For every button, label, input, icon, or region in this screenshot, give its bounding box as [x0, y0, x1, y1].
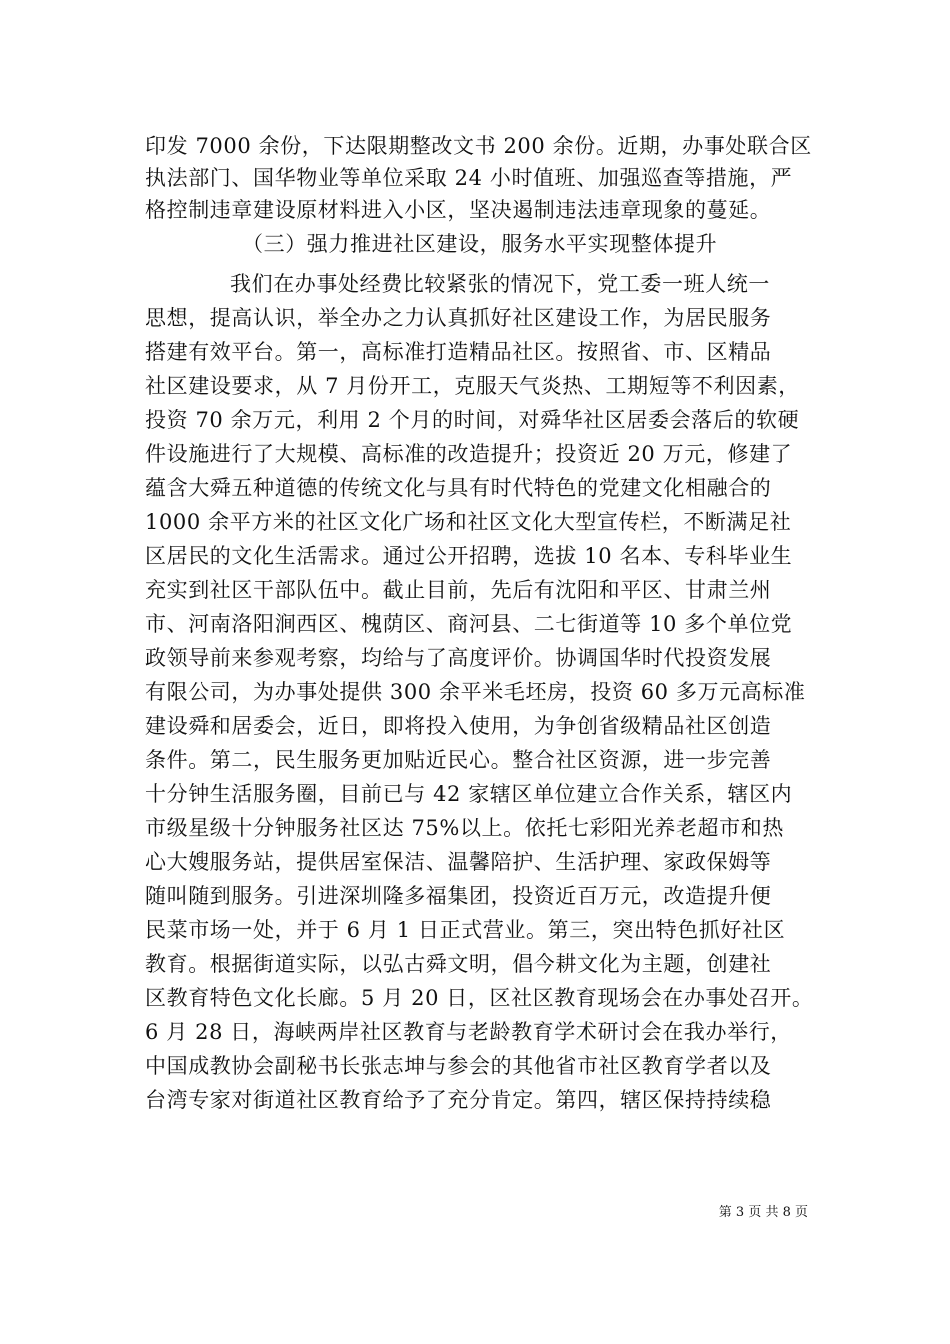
body-text-line: 政领导前来参观考察，均给与了高度评价。协调国华时代投资发展 [145, 646, 772, 670]
body-text-line: 随叫随到服务。引进深圳隆多福集团，投资近百万元，改造提升便 [145, 884, 772, 908]
body-text-line: 我们在办事处经费比较紧张的情况下，党工委一班人统一 [230, 272, 770, 296]
body-text-line: 件设施进行了大规模、高标准的改造提升；投资近 20 万元，修建了 [145, 442, 793, 466]
body-text-line: 教育。根据街道实际，以弘古舜文明，倡今耕文化为主题，创建社 [145, 952, 772, 976]
body-text-line: 社区建设要求，从 7 月份开工，克服天气炎热、工期短等不利因素， [145, 374, 800, 398]
body-text-line: 1000 余平方米的社区文化广场和社区文化大型宣传栏，不断满足社 [145, 510, 792, 534]
body-text-line: 充实到社区干部队伍中。截止目前，先后有沈阳和平区、甘肃兰州 [145, 578, 772, 602]
body-text-line: 条件。第二，民生服务更加贴近民心。整合社区资源，进一步完善 [145, 748, 772, 772]
body-text-line: 思想，提高认识，举全办之力认真抓好社区建设工作，为居民服务 [145, 306, 772, 330]
body-text-line: 民菜市场一处，并于 6 月 1 日正式营业。第三，突出特色抓好社区 [145, 918, 786, 942]
body-text-line: 蕴含大舜五种道德的传统文化与具有时代特色的党建文化相融合的 [145, 476, 772, 500]
body-text-line: 中国成教协会副秘书长张志坤与参会的其他省市社区教育学者以及 [145, 1054, 772, 1078]
page-number-footer: 第 3 页 共 8 页 [718, 1205, 808, 1220]
section-heading: （三）强力推进社区建设，服务水平实现整体提升 [242, 232, 718, 256]
body-text-line: 区教育特色文化长廊。5 月 20 日，区社区教育现场会在办事处召开。 [145, 986, 814, 1010]
body-text-line: 建设舜和居委会，近日，即将投入使用，为争创省级精品社区创造 [145, 714, 772, 738]
body-text-line: 十分钟生活服务圈，目前已与 42 家辖区单位建立合作关系，辖区内 [145, 782, 793, 806]
body-text-line: 格控制违章建设原材料进入小区，坚决遏制违法违章现象的蔓延。 [145, 198, 772, 222]
body-text-line: 市级星级十分钟服务社区达 75%以上。依托七彩阳光养老超市和热 [145, 816, 784, 840]
body-text-line: 有限公司，为办事处提供 300 余平米毛坯房，投资 60 多万元高标准 [145, 680, 806, 704]
body-text-line: 印发 7000 余份，下达限期整改文书 200 余份。近期，办事处联合区 [145, 134, 812, 158]
body-text-line: 台湾专家对街道社区教育给予了充分肯定。第四，辖区保持持续稳 [145, 1088, 772, 1112]
body-text-line: 执法部门、国华物业等单位采取 24 小时值班、加强巡查等措施，严 [145, 166, 793, 190]
body-text-line: 心大嫂服务站，提供居室保洁、温馨陪护、生活护理、家政保姆等 [145, 850, 772, 874]
body-text-line: 市、河南洛阳涧西区、槐荫区、商河县、二七街道等 10 多个单位党 [145, 612, 793, 636]
body-text-line: 区居民的文化生活需求。通过公开招聘，选拔 10 名本、专科毕业生 [145, 544, 793, 568]
body-text-line: 6 月 28 日，海峡两岸社区教育与老龄教育学术研讨会在我办举行， [145, 1020, 792, 1044]
body-text-line: 投资 70 余万元，利用 2 个月的时间，对舜华社区居委会落后的软硬 [145, 408, 800, 432]
body-text-line: 搭建有效平台。第一，高标准打造精品社区。按照省、市、区精品 [145, 340, 772, 364]
